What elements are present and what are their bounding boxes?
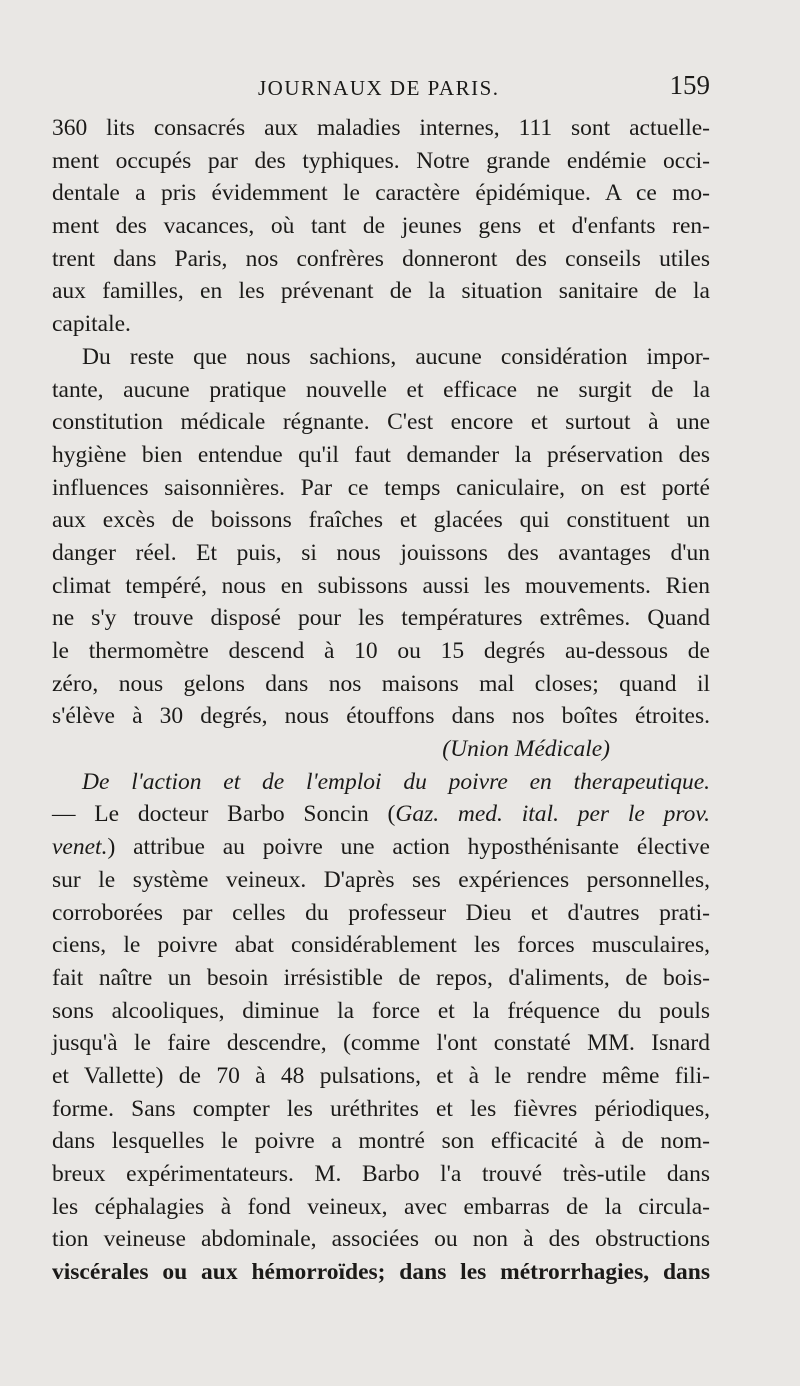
text-line: 360 lits consacrés aux maladies internes, 111 sont actuelle-: [52, 115, 710, 141]
section-heading: De l'action et de l'emploi du poivre en therapeutique.: [82, 768, 710, 795]
text-line: climat tempéré, nous en subissons aussi les mouvements. Rien: [52, 572, 710, 599]
text-line: dentale a pris évidemment le caractère épidémique. A ce mo-: [52, 180, 710, 207]
text-line: hygiène bien entendue qu'il faut demander la préservation des: [52, 441, 710, 468]
text-line: sons alcooliques, diminue la force et la fréquence du pouls: [52, 997, 710, 1024]
text-line: [52, 831, 710, 864]
text-line: corroborées par celles du professeur Dieu et d'autres prati-: [52, 899, 710, 926]
text-line: zéro, nous gelons dans nos maisons mal closes; quand il: [52, 670, 710, 697]
text-line: dans lesquelles le poivre a montré son efficacité à de nom-: [52, 1128, 710, 1155]
text-line: trent dans Paris, nos confrères donneront des conseils utiles: [52, 245, 710, 272]
text-line: capitale.: [52, 311, 131, 338]
text-line: s'élève à 30 degrés, nous étouffons dans nos boîtes étroites.: [52, 703, 710, 730]
text-line: forme. Sans compter les uréthrites et les fièvres périodiques,: [52, 1095, 710, 1122]
text-line: breux expérimentateurs. M. Barbo l'a trouvé très-utile dans: [52, 1161, 710, 1187]
journal-citation: Gaz. med. ital. per le prov.: [395, 801, 710, 828]
source-citation: (Union Médicale): [442, 736, 610, 763]
text-line: ne s'y trouve disposé pour les températures extrêmes. Quand: [52, 605, 710, 632]
journal-citation: venet.: [52, 834, 108, 861]
text-run: ) attribue au poivre une action hyposthénisante élective: [107, 834, 710, 861]
text-line: jusqu'à le faire descendre, (comme l'ont constaté MM. Isnard: [52, 1030, 710, 1057]
text-line: ciens, le poivre abat considérablement les forces musculaires,: [52, 932, 710, 959]
text-line: sur le système veineux. D'après ses expériences personnelles,: [52, 866, 710, 893]
text-line: influences saisonnières. Par ce temps caniculaire, on est porté: [52, 474, 710, 501]
text-line: fait naître un besoin irrésistible de repos, d'aliments, de bois-: [52, 964, 710, 991]
text-run: — Le docteur Barbo Soncin (: [52, 801, 396, 828]
text-line: le thermomètre descend à 10 ou 15 degrés au-dessous de: [52, 638, 710, 664]
text-line: tante, aucune pratique nouvelle et efficace ne surgit de la: [52, 376, 710, 403]
text-line: constitution médicale régnante. C'est encore et surtout à une: [52, 409, 710, 436]
text-line: aux excès de boissons fraîches et glacées qui constituent un: [52, 507, 710, 534]
running-title: JOURNAUX DE PARIS.: [258, 76, 500, 100]
text-line: viscérales ou aux hémorroïdes; dans les métrorrhagies, dans: [52, 1259, 710, 1286]
text-line: les céphalagies à fond veineux, avec embarras de la circula-: [52, 1193, 710, 1220]
text-line: Du reste que nous sachions, aucune considération impor-: [82, 343, 710, 370]
text-line: tion veineuse abdominale, associées ou non à des obstructions: [52, 1226, 710, 1253]
text-line: ment des vacances, où tant de jeunes gens et d'enfants ren-: [52, 213, 710, 240]
text-line: [52, 798, 710, 831]
text-line: aux familles, en les prévenant de la situation sanitaire de la: [52, 278, 710, 305]
text-line: et Vallette) de 70 à 48 pulsations, et à le rendre même fili-: [52, 1062, 710, 1089]
page-number: 159: [669, 70, 710, 100]
running-head: [60, 70, 710, 110]
body-text: [52, 112, 710, 1289]
text-line: danger réel. Et puis, si nous jouissons des avantages d'un: [52, 539, 710, 566]
text-line: ment occupés par des typhiques. Notre grande endémie occi-: [52, 147, 710, 174]
